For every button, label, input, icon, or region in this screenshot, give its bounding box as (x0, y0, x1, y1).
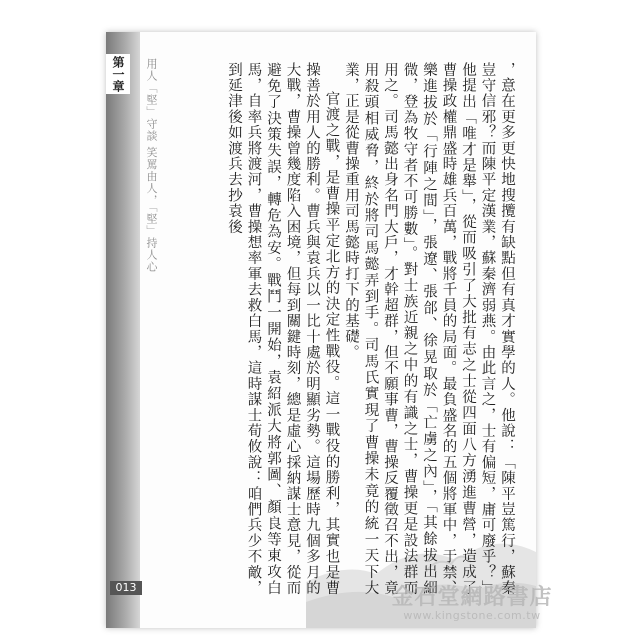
store-watermark (378, 584, 566, 624)
paragraph: ，意在更多更快地搜攬有缺點但有真才實學的人。他說：「陳平豈篤行，蘇秦豈守信邪？而陳平定漢業，蘇秦濟弱燕。由此言之，士有偏短，庸可廢乎？」他提出「唯才是舉」，從而吸引了大批有志之士從四面八方湧進曹營，造成了曹操政權鼎盛時雄兵百萬，戰將千員的局面。最負盛名的五個將軍中，于禁、樂進拔於「行陣之間」，張遼、張郃、徐晃取於「亡虜之內」，「其餘拔出細微，登為牧守者不可勝數」。對士族近親之中的有識之士，曹操更是設法群而用之。司馬懿出身名門大戶，才幹超群，但不願事曹，曹操反覆徵召不出，竟用殺頭相威脅，終於將司馬懿弄到手。司馬氏實現了曹操未竟的統一天下大業，正是從曹操重用司馬懿時打下的基礎。 (343, 62, 515, 596)
chapter-label: 第一章 (106, 54, 130, 94)
paragraph: 官渡之戰，是曹操平定北方的決定性戰役。這一戰役的勝利，其實也是曹操善於用人的勝利。曹兵與袁兵以一比十處於明顯劣勢。這場歷時九個多月的大戰，曹操曾幾度陷入困境，但每到關鍵時刻，總是虛心採納謀士意見，從而避免了決策失誤，轉危為安。戰鬥一開始，袁紹派大將郭圖、顏良等東攻白馬，自率兵將渡河，曹操想率軍去救白馬，這時謀士荀攸說：咱們兵少不敵，到延津後如渡兵去抄袁後 (226, 62, 340, 596)
body-text (224, 62, 517, 596)
margin-band (106, 32, 140, 628)
watermark-name: 金石堂網路書店 (391, 584, 553, 610)
chapter-title: 用人「堅」守談 笑罵由人，「堅」持人心 (145, 58, 158, 273)
book-page (106, 32, 553, 628)
watermark-url: www.kingstone.com.tw (403, 609, 541, 622)
page-number: 013 (110, 581, 142, 595)
